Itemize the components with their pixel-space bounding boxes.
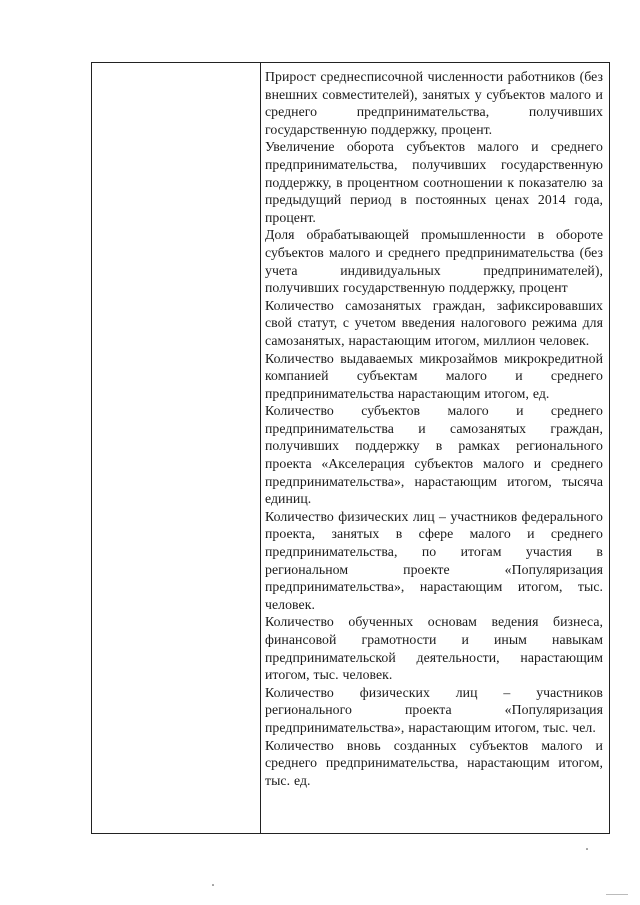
indicator-trained-people: Количество обученных основам ведения бизнеса, финансовой грамотности и иным навыкам предпринимательской деятельности, нарастающим итогом, тыс. человек. bbox=[265, 614, 603, 683]
scan-speck bbox=[212, 884, 214, 886]
column-divider bbox=[260, 63, 261, 833]
scan-speck bbox=[586, 848, 588, 850]
indicator-self-employed-count: Количество самозанятых граждан, зафиксировавших свой статут, с учетом введения налогового режима для самозанятых, нарастающим итогом, миллион человек. bbox=[265, 297, 603, 348]
indicator-new-businesses: Количество вновь созданных субъектов малого и среднего предпринимательства, нарастающим итогом, тыс. ед. bbox=[265, 737, 603, 788]
indicator-regional-participants: Количество физических лиц – участников регионального проекта «Популяризация предпринимательства», нарастающим итогом, тыс. чел. bbox=[265, 684, 603, 735]
indicator-microloans-count: Количество выдаваемых микрозаймов микрокредитной компанией субъектам малого и среднего предпринимательства нарастающим итогом, ед. bbox=[265, 350, 603, 401]
indicator-manufacturing-share: Доля обрабатывающей промышленности в обороте субъектов малого и среднего предпринимательства (без учета индивидуальных предпринимателей), получивших государственную поддержку, процент bbox=[265, 227, 603, 296]
indicator-employee-growth: Прирост среднесписочной численности работников (без внешних совместителей), занятых у субъектов малого и среднего предпринимательства, получивших государственную поддержку, процент. bbox=[265, 69, 603, 137]
scan-edge-mark bbox=[606, 894, 628, 895]
indicators-table bbox=[91, 62, 610, 834]
indicator-turnover-increase: Увеличение оборота субъектов малого и среднего предпринимательства, получивших государственную поддержку, в процентном соотношении к показателю за предыдущий период в постоянных ценах 2014 года, процент. bbox=[265, 139, 603, 225]
indicator-federal-participants: Количество физических лиц – участников федерального проекта, занятых в сфере малого и среднего предпринимательства, по итогам участия в региональном проекте «Популяризация предпринимательства», нарастающим итогом, тыс. человек. bbox=[265, 508, 603, 612]
indicator-list bbox=[265, 68, 603, 789]
indicator-acceleration-support: Количество субъектов малого и среднего предпринимательства и самозанятых граждан, получивших поддержку в рамках регионального проекта «Акселерация субъектов малого и среднего предпринимательства», нарастающим итогом, тысяча единиц. bbox=[265, 403, 603, 507]
